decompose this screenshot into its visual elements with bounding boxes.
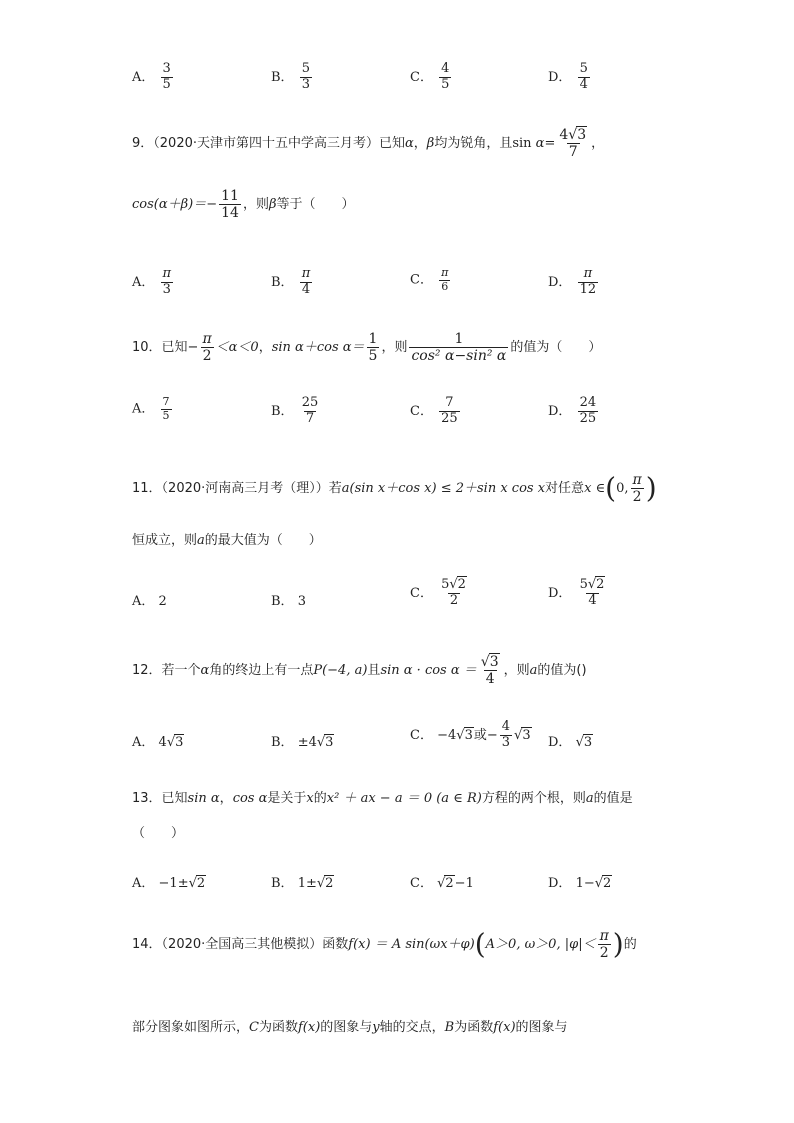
- q11-line1: 11．（2020·河南高三月考（理））若a(sin x＋cos x) ≤ 2＋sin x cos x对任意x ∈(0, $\frac{\pi}{2}$ ): [132, 471, 657, 506]
- q12-option-a: A． 4√3: [132, 735, 184, 750]
- fraction: $\frac{7}{5}$: [162, 395, 170, 422]
- fraction: $\frac{24}{25}$: [579, 395, 597, 426]
- sqrt-symbol: √3: [166, 735, 184, 750]
- q11-option-d: D． $\frac{5√2}{4}$: [548, 578, 609, 609]
- sqrt-symbol: √3: [316, 735, 334, 750]
- fraction: $\frac{\pi}{3}$: [162, 266, 172, 297]
- right-paren: ): [612, 927, 624, 961]
- sqrt-symbol: √2: [188, 876, 206, 891]
- q9-line1: 9．（2020·天津市第四十五中学高三月考）已知α，β均为锐角，且sin α= $\frac{4√3}{7}$ ，: [132, 127, 605, 161]
- q8-option-b: B． $\frac{5}{3}$: [271, 61, 310, 92]
- q11-line2: 恒成立，则a的最大值为（ ）: [132, 533, 322, 548]
- fraction: $\frac{7}{25}$: [441, 395, 458, 426]
- q8-option-a: A． $\frac{3}{5}$: [132, 61, 171, 92]
- q13-option-d: D． 1−√2: [548, 876, 612, 891]
- q10-option-b: B． $\frac{25}{7}$: [271, 395, 319, 426]
- q9-option-a: A． $\frac{\pi}{3}$: [132, 266, 172, 297]
- q9-option-b: B． $\frac{\pi}{4}$: [271, 266, 311, 297]
- fraction: $\frac{\pi}{2}$: [599, 928, 609, 962]
- sqrt-symbol: √2: [316, 876, 334, 891]
- fraction: $\frac{\pi}{2}$: [632, 472, 642, 506]
- q13-option-a: A． −1±√2: [132, 876, 206, 891]
- sqrt-symbol: √2: [594, 876, 612, 891]
- fraction: $\frac{1}{\text{cos² α−sin² α}}$: [411, 331, 507, 365]
- fraction: $\frac{4}{5}$: [441, 61, 450, 92]
- sqrt-symbol: √2: [449, 577, 466, 592]
- fraction: $\frac{3}{5}$: [162, 61, 171, 92]
- left-paren: (: [474, 927, 486, 961]
- q13-option-c: C． √2−1: [410, 876, 474, 891]
- q12-option-c: C． −4√3或− $\frac{4}{3}$ √3: [410, 719, 531, 750]
- q8-option-c: C． $\frac{4}{5}$: [410, 61, 450, 92]
- sqrt-symbol: √3: [456, 727, 473, 743]
- q9-option-c: C． $\frac{\pi}{6}$: [410, 266, 449, 293]
- q13-line1: 13．已知sin α，cos α是关于x的x² ＋ ax − a ＝ 0 (a ∈ R)方程的两个根，则a的值是: [132, 791, 633, 806]
- fraction: $\frac{\pi}{4}$: [301, 266, 311, 297]
- fraction: $\frac{\pi}{6}$: [441, 266, 449, 293]
- q12-option-b: B． ±4√3: [271, 735, 334, 750]
- fraction: $\frac{11}{14}$: [221, 188, 239, 222]
- q11-option-a: A． 2: [132, 594, 167, 609]
- q9-option-d: D． $\frac{\pi}{12}$: [548, 266, 597, 297]
- q10-option-c: C． $\frac{7}{25}$: [410, 395, 458, 426]
- left-paren: (: [605, 471, 617, 505]
- sqrt-symbol: √3: [514, 727, 531, 743]
- right-paren: ): [645, 471, 657, 505]
- fraction: $\frac{5}{4}$: [579, 61, 588, 92]
- sqrt-symbol: √2: [587, 577, 605, 592]
- sqrt-symbol: √3: [568, 127, 587, 143]
- q8-option-d: D． $\frac{5}{4}$: [548, 61, 588, 92]
- q10-option-a: A． $\frac{7}{5}$: [132, 395, 170, 422]
- fraction: $\frac{5√2}{2}$: [441, 577, 466, 608]
- fraction: $\frac{4√3}{7}$: [559, 127, 587, 161]
- fraction: $\frac{5√2}{4}$: [579, 577, 605, 608]
- q11-option-c: C． $\frac{5√2}{2}$: [410, 578, 471, 609]
- fraction: $\frac{5}{3}$: [301, 61, 310, 92]
- q10-option-d: D． $\frac{24}{25}$: [548, 395, 597, 426]
- q9-line2: cos(α＋β)＝− $\frac{11}{14}$ ，则β等于（ ）: [132, 188, 355, 222]
- fraction: $\frac{\pi}{12}$: [579, 266, 597, 297]
- fraction: $\frac{4}{3}$: [501, 719, 511, 750]
- sqrt-symbol: √2: [437, 876, 454, 891]
- q13-line2: （ ）: [132, 826, 185, 841]
- fraction: $\frac{25}{7}$: [301, 395, 319, 426]
- q11-option-b: B． 3: [271, 594, 306, 609]
- q13-option-b: B． 1±√2: [271, 876, 334, 891]
- q14-line2: 部分图象如图所示，C为函数f(x)的图象与y轴的交点，B为函数f(x)的图象与: [132, 1020, 568, 1035]
- q10-line1: 10．已知− $\frac{\pi}{2}$ ＜α＜0，sin α＋cos α＝ $\frac{1}{5}$ ，则 $\frac{1}{\text{cos² α−sin² α}}$ 的值为（ ）: [132, 331, 602, 365]
- fraction: $\frac{1}{5}$: [368, 331, 378, 365]
- sqrt-symbol: √3: [575, 735, 593, 750]
- sqrt-symbol: √3: [480, 654, 499, 670]
- q12-line1: 12．若一个α角的终边上有一点P(−4, a)且sin α · cos α ＝ $\frac{√3}{4}$ ，则a的值为(): [132, 654, 587, 688]
- fraction: $\frac{\pi}{2}$: [202, 331, 212, 365]
- q12-option-d: D． √3: [548, 735, 593, 750]
- q14-line1: 14．（2020·全国高三其他模拟）函数f(x) ＝ A sin(ωx＋φ)(A＞0, ω＞0, |φ|＜ $\frac{\pi}{2}$ )的: [132, 927, 637, 962]
- fraction: $\frac{√3}{4}$: [480, 654, 499, 688]
